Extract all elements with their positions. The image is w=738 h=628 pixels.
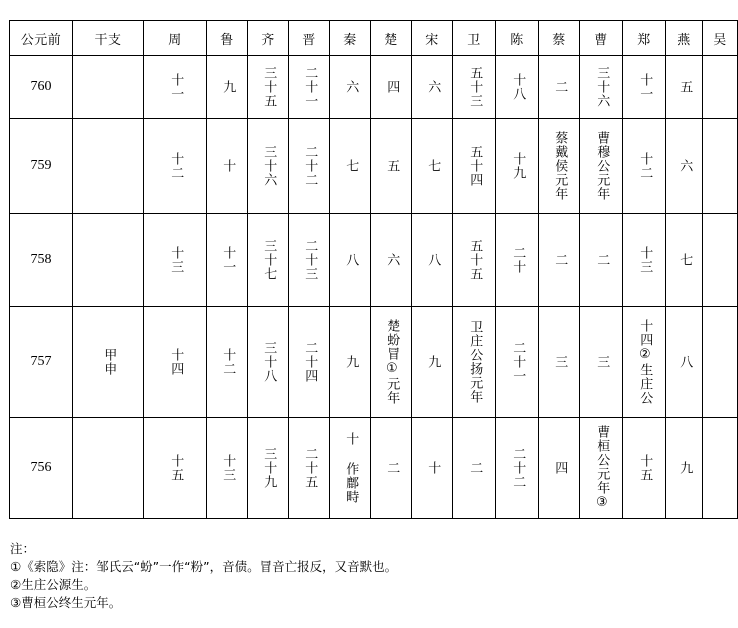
cell-qin: 八 [330,214,371,307]
column-header-cao: 曹 [580,21,623,56]
table-header [10,21,738,56]
cell-wu [703,307,738,418]
cell-ganzhi [73,56,144,119]
cell-chen: 十九 [496,119,539,214]
table-row [10,214,738,307]
cell-chen: 十八 [496,56,539,119]
cell-ganzhi [73,119,144,214]
cell-cai: 二 [539,56,580,119]
cell-chu: 二 [371,418,412,519]
cell-chu: 五 [371,119,412,214]
cell-wei: 五十四 [453,119,496,214]
cell-cao: 三十六 [580,56,623,119]
cell-wu [703,119,738,214]
cell-jin: 二十四 [289,307,330,418]
column-header-zhou: 周 [144,21,207,56]
cell-ganzhi: 甲申 [73,307,144,418]
column-header-cai: 蔡 [539,21,580,56]
chronology-table [9,20,738,519]
cell-zheng: 十一 [623,56,666,119]
cell-year: 757 [10,307,73,418]
column-header-ganzhi: 干支 [73,21,144,56]
cell-chu: 楚蚡冒①元年 [371,307,412,418]
cell-chu: 六 [371,214,412,307]
footnotes [10,540,620,613]
cell-qin: 九 [330,307,371,418]
cell-zheng: 十二 [623,119,666,214]
cell-chen: 二十 [496,214,539,307]
cell-ganzhi [73,214,144,307]
footnote-item: ②生庄公源生。 [10,577,97,593]
cell-zheng: 十五 [623,418,666,519]
cell-wei: 五十三 [453,56,496,119]
cell-song: 八 [412,214,453,307]
cell-lu: 九 [207,56,248,119]
cell-song: 九 [412,307,453,418]
column-header-qi: 齐 [248,21,289,56]
column-header-wei: 卫 [453,21,496,56]
cell-lu: 十三 [207,418,248,519]
cell-chen: 二十一 [496,307,539,418]
cell-wei: 二 [453,418,496,519]
cell-cai: 四 [539,418,580,519]
chronology-table-container [9,20,727,519]
column-header-chen: 陈 [496,21,539,56]
footnote-item: ①《索隐》注：邹氏云“蚡”一作“粉”，音债。冒音亡报反，又音默也。 [10,559,398,575]
cell-yan: 八 [666,307,703,418]
cell-zheng: 十三 [623,214,666,307]
cell-wu [703,418,738,519]
cell-qin: 七 [330,119,371,214]
cell-lu: 十二 [207,307,248,418]
table-row [10,119,738,214]
cell-zhou: 十一 [144,56,207,119]
cell-yan: 五 [666,56,703,119]
cell-lu: 十 [207,119,248,214]
footnote-item: ③曹桓公终生元年。 [10,595,122,611]
table-row [10,307,738,418]
cell-qin: 六 [330,56,371,119]
cell-jin: 二十二 [289,119,330,214]
cell-wu [703,214,738,307]
table-header-row [10,21,738,56]
cell-year: 756 [10,418,73,519]
cell-cao: 二 [580,214,623,307]
cell-cai: 二 [539,214,580,307]
column-header-lu: 鲁 [207,21,248,56]
column-header-song: 宋 [412,21,453,56]
column-header-chu: 楚 [371,21,412,56]
cell-zhou: 十五 [144,418,207,519]
cell-lu: 十一 [207,214,248,307]
cell-wei: 卫庄公扬元年 [453,307,496,418]
cell-year: 760 [10,56,73,119]
cell-qi: 三十九 [248,418,289,519]
cell-year: 759 [10,119,73,214]
table-body [10,56,738,519]
cell-cao: 曹桓公元年③ [580,418,623,519]
cell-song: 七 [412,119,453,214]
cell-qi: 三十七 [248,214,289,307]
table-row [10,56,738,119]
column-header-wu: 吴 [703,21,738,56]
column-header-qin: 秦 [330,21,371,56]
cell-zhou: 十四 [144,307,207,418]
column-header-zheng: 郑 [623,21,666,56]
cell-zheng: 十四②生庄公 [623,307,666,418]
cell-zhou: 十三 [144,214,207,307]
cell-jin: 二十三 [289,214,330,307]
cell-cai: 三 [539,307,580,418]
column-header-jin: 晋 [289,21,330,56]
column-header-yan: 燕 [666,21,703,56]
cell-song: 六 [412,56,453,119]
cell-yan: 七 [666,214,703,307]
cell-qi: 三十八 [248,307,289,418]
cell-chen: 二十二 [496,418,539,519]
cell-chu: 四 [371,56,412,119]
cell-zhou: 十二 [144,119,207,214]
cell-song: 十 [412,418,453,519]
cell-jin: 二十五 [289,418,330,519]
cell-wei: 五十五 [453,214,496,307]
footnotes-title: 注： [10,541,36,556]
cell-cao: 三 [580,307,623,418]
cell-ganzhi [73,418,144,519]
cell-yan: 六 [666,119,703,214]
cell-cao: 曹穆公元年 [580,119,623,214]
cell-qin: 十 作鄜畤 [330,418,371,519]
cell-qi: 三十六 [248,119,289,214]
cell-year: 758 [10,214,73,307]
cell-jin: 二十一 [289,56,330,119]
cell-yan: 九 [666,418,703,519]
column-header-gongyuanqian: 公元前 [10,21,73,56]
cell-qi: 三十五 [248,56,289,119]
table-row [10,418,738,519]
cell-cai: 蔡戴侯元年 [539,119,580,214]
cell-wu [703,56,738,119]
